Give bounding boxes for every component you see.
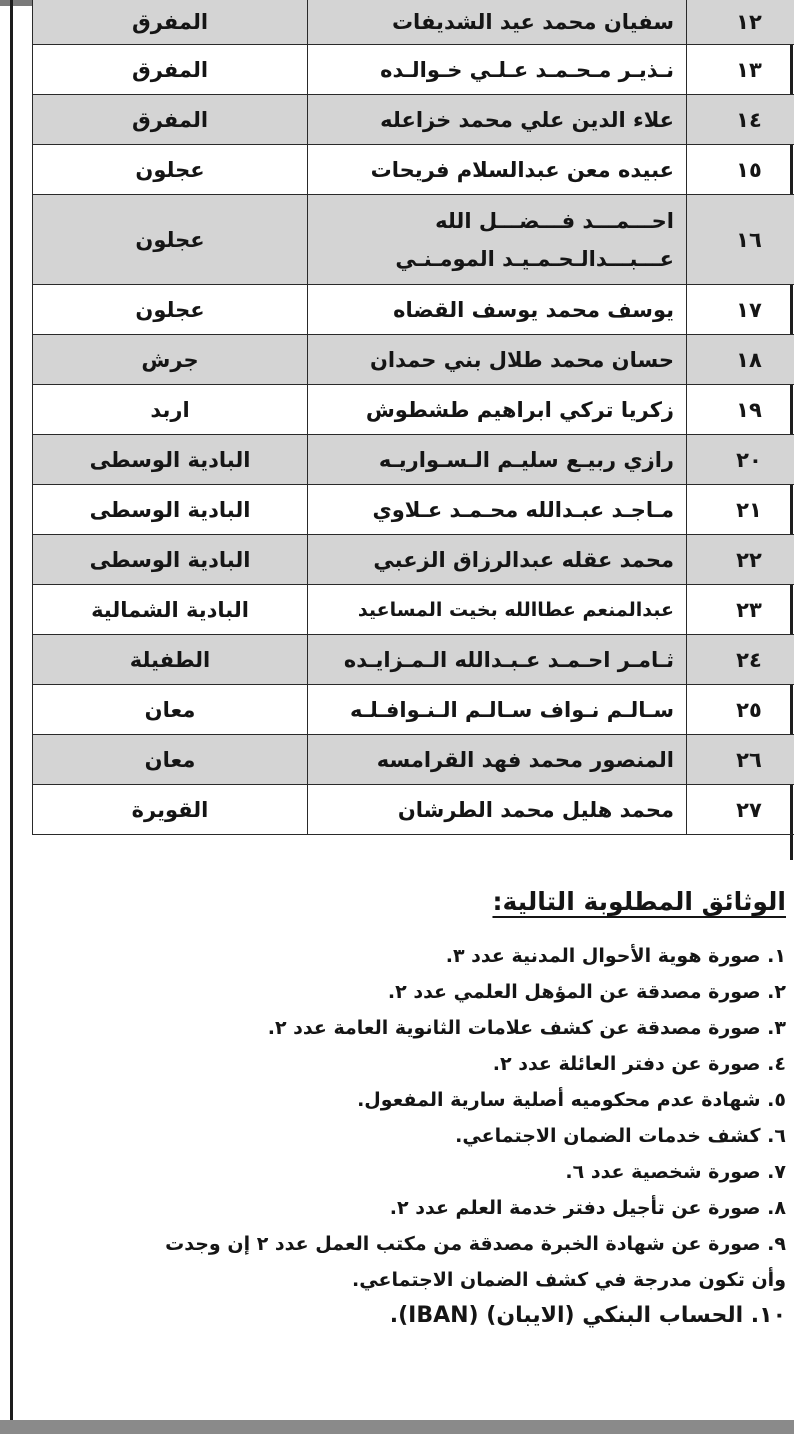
- governorate: القويرة: [33, 785, 308, 835]
- row-number: ٢٢: [687, 535, 794, 585]
- governorate: الطفيلة: [33, 635, 308, 685]
- documents-title: الوثائق المطلوبة التالية:: [492, 887, 786, 916]
- table-row: [33, 385, 794, 435]
- list-item: ٧. صورة شخصية عدد ٦.: [565, 1161, 786, 1183]
- governorate: عجلون: [33, 195, 308, 285]
- governorate: المفرق: [33, 0, 308, 45]
- candidate-name: مـاجـد عبـدالله محـمـد عـلاوي: [308, 485, 687, 535]
- governorate: البادية الوسطى: [33, 485, 308, 535]
- candidate-name: ثـامـر احـمـد عـبـدالله الـمـزايـده: [308, 635, 687, 685]
- governorate: عجلون: [33, 285, 308, 335]
- table-row: [33, 335, 794, 385]
- required-documents-section: [18, 880, 786, 1334]
- candidate-name: سفيان محمد عيد الشديفات: [308, 0, 687, 45]
- row-number: ١٢: [687, 0, 794, 45]
- list-item: ٥. شهادة عدم محكوميه أصلية سارية المفعول.: [357, 1089, 786, 1111]
- row-number: ٢٥: [687, 685, 794, 735]
- candidate-name: عبدالمنعم عطاالله بخيت المساعيد: [308, 585, 687, 635]
- row-number: ٢١: [687, 485, 794, 535]
- governorate: معان: [33, 735, 308, 785]
- table-row: [33, 0, 794, 45]
- list-item: ٦. كشف خدمات الضمان الاجتماعي.: [455, 1125, 786, 1147]
- row-number: ١٤: [687, 95, 794, 145]
- table-row: [33, 735, 794, 785]
- table-row: [33, 95, 794, 145]
- table-row: [33, 585, 794, 635]
- governorate: عجلون: [33, 145, 308, 195]
- candidate-name: زكريا تركي ابراهيم طشطوش: [308, 385, 687, 435]
- table-row: [33, 45, 794, 95]
- governorate: البادية الوسطى: [33, 435, 308, 485]
- governorate: اربد: [33, 385, 308, 435]
- candidates-table: [32, 0, 794, 835]
- candidate-name: يوسف محمد يوسف القضاه: [308, 285, 687, 335]
- list-item: ١. صورة هوية الأحوال المدنية عدد ٣.: [445, 945, 786, 967]
- list-item: ١٠. الحساب البنكي (الايبان) (IBAN).: [389, 1303, 786, 1328]
- row-number: ١٣: [687, 45, 794, 95]
- table-row: [33, 435, 794, 485]
- bottom-scan-edge: [0, 1420, 794, 1434]
- candidate-name: محمد هليل محمد الطرشان: [308, 785, 687, 835]
- row-number: ١٦: [687, 195, 794, 285]
- candidate-name: رازي ربيـع سليـم الـسـواريـه: [308, 435, 687, 485]
- row-number: ٢٠: [687, 435, 794, 485]
- governorate: معان: [33, 685, 308, 735]
- candidate-name: احـــمـــد فـــضـــل الله عـــبـــدالـحـمـيـد المومـنـي: [308, 195, 687, 285]
- table-row: [33, 785, 794, 835]
- table-row: [33, 485, 794, 535]
- list-item: ٤. صورة عن دفتر العائلة عدد ٢.: [492, 1053, 786, 1075]
- list-item-continuation: وأن تكون مدرجة في كشف الضمان الاجتماعي.: [352, 1269, 786, 1291]
- governorate: البادية الشمالية: [33, 585, 308, 635]
- candidate-name: عبيده معن عبدالسلام فريحات: [308, 145, 687, 195]
- row-number: ٢٣: [687, 585, 794, 635]
- row-number: ١٧: [687, 285, 794, 335]
- table-row: [33, 195, 794, 285]
- row-number: ١٨: [687, 335, 794, 385]
- row-number: ٢٤: [687, 635, 794, 685]
- candidate-name: علاء الدين علي محمد خزاعله: [308, 95, 687, 145]
- list-item: ٨. صورة عن تأجيل دفتر خدمة العلم عدد ٢.: [389, 1197, 786, 1219]
- table-row: [33, 145, 794, 195]
- list-item: ٢. صورة مصدقة عن المؤهل العلمي عدد ٢.: [387, 981, 786, 1003]
- governorate: البادية الوسطى: [33, 535, 308, 585]
- table-row: [33, 285, 794, 335]
- row-number: ٢٧: [687, 785, 794, 835]
- table-row: [33, 635, 794, 685]
- governorate: المفرق: [33, 45, 308, 95]
- list-item: ٩. صورة عن شهادة الخبرة مصدقة من مكتب العمل عدد ٢ إن وجدت: [165, 1233, 786, 1255]
- table-row: [33, 685, 794, 735]
- candidate-name: محمد عقله عبدالرزاق الزعبي: [308, 535, 687, 585]
- row-number: ١٩: [687, 385, 794, 435]
- left-margin-rule: [10, 0, 13, 1434]
- row-number: ٢٦: [687, 735, 794, 785]
- candidate-name: سـالـم نـواف سـالـم الـنـوافـلـه: [308, 685, 687, 735]
- row-number: ١٥: [687, 145, 794, 195]
- governorate: جرش: [33, 335, 308, 385]
- candidate-name: حسان محمد طلال بني حمدان: [308, 335, 687, 385]
- candidates-table-wrapper: [32, 0, 786, 835]
- list-item: ٣. صورة مصدقة عن كشف علامات الثانوية العامة عدد ٢.: [267, 1017, 786, 1039]
- candidate-name: نـذيـر مـحـمـد عـلـي خـوالـده: [308, 45, 687, 95]
- governorate: المفرق: [33, 95, 308, 145]
- candidate-name: المنصور محمد فهد القرامسه: [308, 735, 687, 785]
- documents-list: [18, 938, 786, 1334]
- table-row: [33, 535, 794, 585]
